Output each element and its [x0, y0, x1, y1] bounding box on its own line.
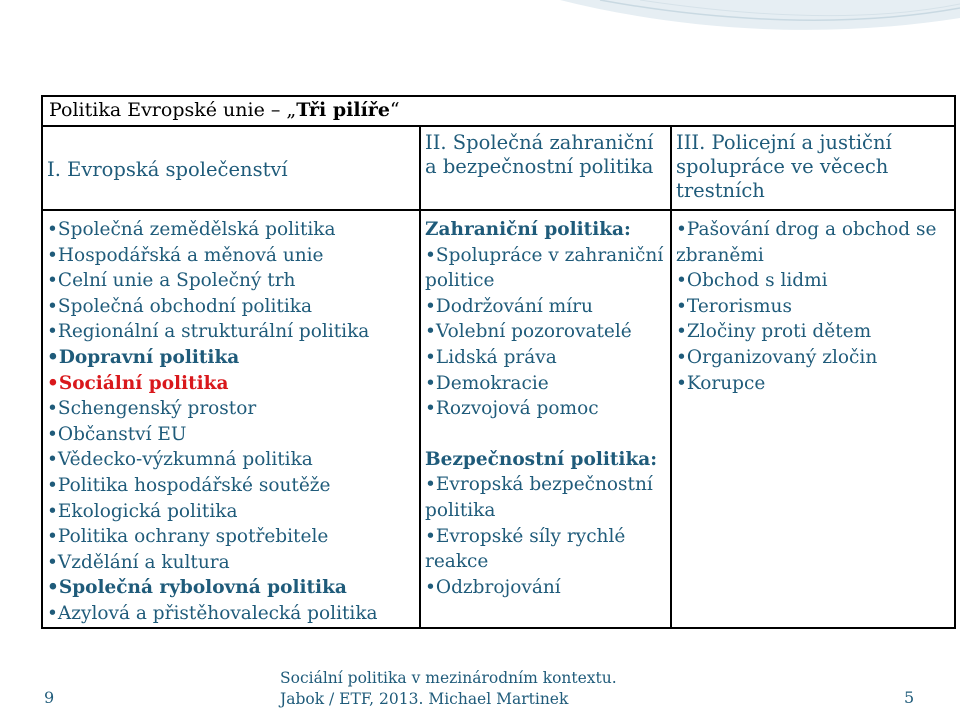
list-item: • Zločiny proti dětem: [676, 319, 950, 345]
list-item: • Odzbrojování: [425, 575, 666, 601]
list-item: • Korupce: [676, 371, 950, 397]
column-heading-pillar-2: [420, 126, 671, 210]
list-item: • Dodržování míru: [425, 294, 666, 320]
list-item: • Obchod s lidmi: [676, 268, 950, 294]
list-item: • Regionální a strukturální politika: [47, 319, 415, 345]
list-item-highlighted: • Sociální politika: [47, 371, 415, 397]
pillar-3-heading-line3: trestních: [676, 179, 765, 202]
section-title-foreign-policy: Zahraniční politika:: [425, 219, 631, 240]
pillar-1-list: [47, 217, 415, 627]
pillar-2-heading-line1: II. Společná zahraniční: [425, 131, 654, 154]
footer-line-2: Jabok / ETF, 2013. Michael Martinek: [280, 690, 569, 708]
column-heading-pillar-3: [671, 126, 955, 210]
list-item: • Evropské síly rychlé reakce: [425, 524, 666, 575]
list-item: • Evropská bezpečnostní politika: [425, 472, 666, 523]
list-item: • Dopravní politika: [47, 345, 415, 371]
pillar-1-list-cell: [42, 210, 420, 628]
pillar-3-list: [676, 217, 950, 396]
slide-number-right: 5: [904, 688, 915, 707]
footer: [280, 668, 617, 710]
pillar-2-list-cell: [420, 210, 671, 628]
footer-line-1: Sociální politika v mezinárodním kontextu.: [280, 669, 617, 687]
pillar-1-heading: I. Evropská společenství: [47, 158, 288, 181]
pillar-3-list-cell: [671, 210, 955, 628]
foreign-policy-list: [425, 243, 666, 422]
title-suffix: “: [389, 99, 400, 121]
list-item: • Celní unie a Společný trh: [47, 268, 415, 294]
slide-number-left: 9: [44, 688, 55, 707]
security-policy-list: [425, 472, 666, 600]
list-item: • Demokracie: [425, 371, 666, 397]
list-item: • Občanství EU: [47, 422, 415, 448]
list-item: • Volební pozorovatelé: [425, 319, 666, 345]
title-prefix: Politika Evropské unie – „: [49, 99, 297, 121]
list-item: • Společná rybolovná politika: [47, 575, 415, 601]
list-item: • Organizovaný zločin: [676, 345, 950, 371]
column-heading-pillar-1: [42, 126, 420, 210]
list-item: • Politika hospodářské soutěže: [47, 473, 415, 499]
pillar-3-heading-line1: III. Policejní a justiční: [676, 131, 892, 154]
three-pillars-table: [41, 95, 956, 629]
list-item: • Lidská práva: [425, 345, 666, 371]
list-item: • Rozvojová pomoc: [425, 396, 666, 422]
pillar-3-heading-line2: spolupráce ve věcech: [676, 155, 889, 178]
list-item: • Společná obchodní politika: [47, 294, 415, 320]
list-item: • Vědecko-výzkumná politika: [47, 447, 415, 473]
pillar-2-heading-line2: a bezpečnostní politika: [425, 155, 654, 178]
list-item: • Azylová a přistěhovalecká politika: [47, 601, 415, 627]
list-item: • Pašování drog a obchod se zbraněmi: [676, 217, 950, 268]
list-item: • Vzdělání a kultura: [47, 550, 415, 576]
title-bold: Tři pilíře: [296, 99, 390, 121]
list-item: • Společná zemědělská politika: [47, 217, 415, 243]
list-item: • Politika ochrany spotřebitele: [47, 524, 415, 550]
list-item: • Schengenský prostor: [47, 396, 415, 422]
list-item: • Spolupráce v zahraniční politice: [425, 243, 666, 294]
list-item: • Terorismus: [676, 294, 950, 320]
table-title: [42, 96, 955, 126]
list-item: • Ekologická politika: [47, 499, 415, 525]
decorative-header-swoosh: [0, 0, 960, 80]
section-title-security-policy: Bezpečnostní politika:: [425, 448, 658, 470]
list-item: • Hospodářská a měnová unie: [47, 243, 415, 269]
